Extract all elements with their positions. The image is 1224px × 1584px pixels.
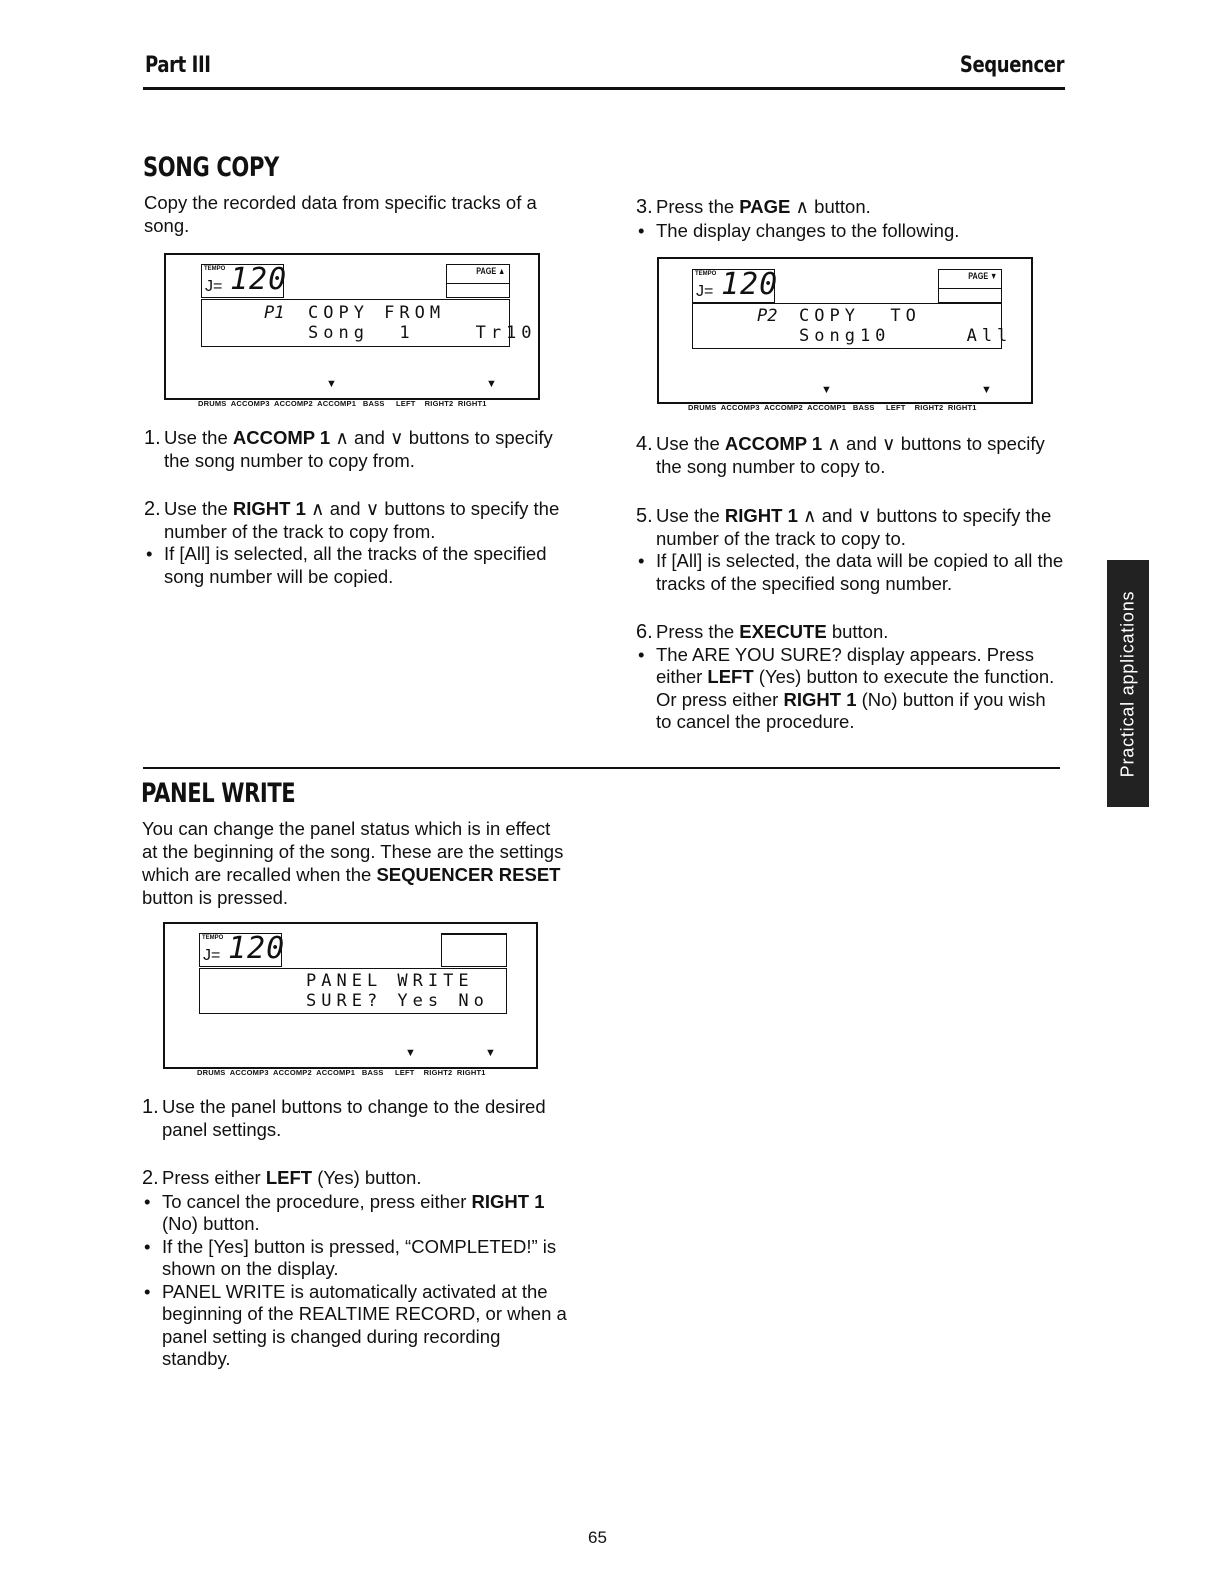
- page-indicator: [446, 264, 510, 298]
- bullet-note: • If the [Yes] button is pressed, “COMPLETED!” is shown on the display.: [142, 1236, 572, 1281]
- track-labels: DRUMS ACCOMP3 ACCOMP2 ACCOMP1 BASS LEFT RIGHT2 RIGHT1: [198, 399, 487, 408]
- message-box: [199, 968, 507, 1014]
- tempo-value: 120: [228, 931, 286, 966]
- tempo-value: 120: [230, 262, 288, 297]
- button-name: RIGHT 1: [232, 498, 306, 519]
- pw-step-2: [142, 1167, 572, 1371]
- message-box: [692, 303, 1013, 349]
- intro-text: button is pressed.: [142, 887, 289, 908]
- page-code: P2: [757, 306, 778, 326]
- track-arrow-icon: ▼: [405, 1047, 416, 1059]
- tempo-value: 120: [721, 267, 779, 302]
- step-text: Press the: [656, 621, 740, 642]
- button-name: PAGE: [739, 196, 791, 217]
- chapter-tab-label: Practical applications: [1117, 590, 1138, 777]
- bullet-note: • If [All] is selected, all the tracks of the specified song number will be copied.: [144, 543, 574, 588]
- step-text: (Yes) button.: [312, 1167, 422, 1188]
- message-line-2: Song10 All: [799, 326, 1013, 346]
- step-number: 1.: [142, 1096, 159, 1118]
- step-number: 1.: [144, 427, 161, 449]
- step-text: Use the panel buttons to change to the desired panel settings.: [162, 1096, 546, 1140]
- song-copy-title: SONG COPY: [143, 152, 279, 183]
- step-text: ∧ and ∨ buttons to specify the song number to copy from.: [164, 427, 553, 471]
- step-text: ∧ and ∨ buttons to specify the number of the track to copy from.: [164, 498, 560, 542]
- button-name: ACCOMP 1: [724, 433, 823, 454]
- step-number: 4.: [636, 433, 653, 455]
- page-number: 65: [588, 1528, 607, 1547]
- track-arrow-icon: ▼: [981, 384, 992, 396]
- step-3: [636, 196, 1066, 242]
- section-rule: [143, 767, 1060, 769]
- button-name: EXECUTE: [739, 621, 827, 642]
- page-indicator: [441, 933, 507, 967]
- step-number: 2.: [142, 1167, 159, 1189]
- page-label: PAGE ▼: [968, 271, 997, 281]
- tempo-box: [692, 267, 779, 303]
- step-text: Use the: [656, 505, 725, 526]
- bullet-note: [636, 644, 1066, 734]
- lcd-display-copy-to: [657, 257, 1033, 404]
- tempo-box: [199, 931, 286, 967]
- button-name: ACCOMP 1: [232, 427, 331, 448]
- step-text: Use the: [164, 427, 233, 448]
- step-text: Use the: [164, 498, 233, 519]
- step-text: Press either: [162, 1167, 266, 1188]
- button-name: RIGHT 1: [471, 1190, 545, 1212]
- header-rule: [143, 87, 1065, 90]
- message-line-2: SURE? Yes No: [306, 991, 489, 1011]
- step-4: [636, 433, 1066, 478]
- page-code: P1: [264, 303, 285, 323]
- note-text: (No) button.: [162, 1213, 260, 1234]
- step-6: [636, 621, 1066, 734]
- button-name: LEFT: [265, 1167, 313, 1188]
- panel-write-title: PANEL WRITE: [141, 778, 296, 809]
- step-text: Use the: [656, 433, 725, 454]
- track-labels: DRUMS ACCOMP3 ACCOMP2 ACCOMP1 BASS LEFT RIGHT2 RIGHT1: [197, 1068, 486, 1077]
- lcd-display-copy-from: [164, 253, 540, 400]
- note-text: The ARE YOU SURE? display appears. Press either: [656, 643, 1035, 687]
- track-arrow-icon: ▼: [485, 1047, 496, 1059]
- step-text: ∧ button.: [790, 196, 871, 217]
- button-name: RIGHT 1: [724, 505, 798, 526]
- button-name: SEQUENCER RESET: [376, 864, 561, 885]
- bullet-note: [142, 1191, 572, 1236]
- step-2: [144, 498, 574, 588]
- step-text: ∧ and ∨ buttons to specify the number of the track to copy to.: [656, 505, 1052, 549]
- tempo-box: [201, 262, 288, 298]
- track-arrow-icon: ▼: [326, 378, 337, 390]
- step-number: 5.: [636, 505, 653, 527]
- message-line-2: Song 1 Tr10: [308, 323, 537, 343]
- bullet-note: • The display changes to the following.: [636, 220, 1066, 243]
- bullet-note: • If [All] is selected, the data will be copied to all the tracks of the specified song number.: [636, 550, 1066, 595]
- page-indicator: [938, 269, 1002, 303]
- tempo-label: TEMPO: [695, 271, 717, 277]
- note-text: (No) button if you wish to cancel the procedure.: [656, 688, 1046, 732]
- button-name: RIGHT 1: [783, 688, 857, 710]
- tempo-note: J=: [203, 947, 221, 964]
- message-box: [201, 299, 537, 347]
- tempo-label: TEMPO: [202, 935, 224, 941]
- step-text: Press the: [656, 196, 740, 217]
- tempo-note: J=: [696, 283, 714, 300]
- part-label: Part III: [145, 53, 211, 78]
- track-arrow-icon: ▼: [821, 384, 832, 396]
- section-label: Sequencer: [959, 53, 1064, 78]
- bullet-note: • PANEL WRITE is automatically activated at the beginning of the REALTIME RECORD, or when a panel setting is changed during recording standby.: [142, 1281, 572, 1371]
- step-number: 3.: [636, 196, 653, 218]
- tempo-note: J=: [205, 278, 223, 295]
- page-label: PAGE ▲: [476, 266, 505, 276]
- message-line-1: PANEL WRITE: [306, 971, 474, 991]
- note-text: To cancel the procedure, press either: [162, 1190, 472, 1212]
- chapter-tab: [1107, 560, 1149, 807]
- pw-step-1: [142, 1096, 572, 1141]
- step-text: ∧ and ∨ buttons to specify the song number to copy to.: [656, 433, 1045, 477]
- track-arrow-icon: ▼: [486, 378, 497, 390]
- panel-write-intro: [142, 817, 570, 909]
- step-number: 2.: [144, 498, 161, 520]
- button-name: LEFT: [707, 666, 754, 687]
- step-number: 6.: [636, 621, 653, 643]
- message-line-1: COPY FROM: [308, 303, 446, 323]
- intro-text: You can change the panel status which is in effect at the beginning of the song. These are the settings which are recalled when the: [142, 818, 564, 885]
- song-copy-intro: Copy the recorded data from specific tracks of a song.: [144, 192, 537, 236]
- tempo-label: TEMPO: [204, 266, 226, 272]
- step-1: [144, 427, 574, 472]
- track-labels: DRUMS ACCOMP3 ACCOMP2 ACCOMP1 BASS LEFT RIGHT2 RIGHT1: [688, 403, 977, 412]
- note-text: (Yes) button to execute the function. Or press either: [656, 666, 1055, 710]
- message-line-1: COPY TO: [799, 306, 921, 326]
- step-5: [636, 505, 1066, 595]
- lcd-display-panel-write: [163, 922, 538, 1069]
- step-text: button.: [826, 621, 889, 642]
